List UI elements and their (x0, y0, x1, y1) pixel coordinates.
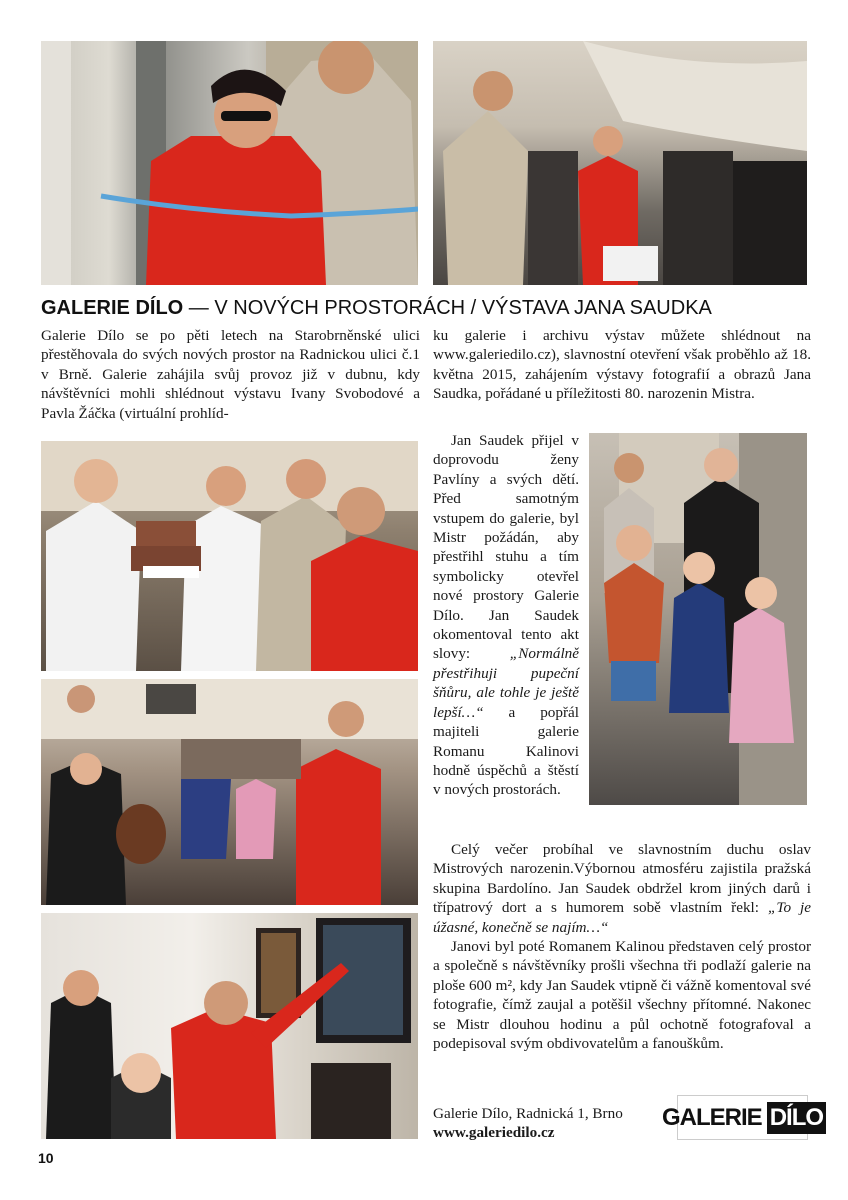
paragraph-intro: Galerie Dílo se po pěti letech na Starobrněnské ulici přestěhovala do svých nových prostor na Radnickou ulici č.1 v Brně. Galerie zahájila svůj provoz již v dubnu, kdy návštěvníci mohli shlédnout výstavu Ivany Svobodové a Pavla Žáčka (virtuální prohlíd- (41, 327, 420, 422)
photo-crowd (41, 679, 418, 905)
page-number: 10 (38, 1150, 54, 1166)
photo-birthday-cake (41, 441, 418, 671)
logo-word-galerie: GALERIE (662, 1103, 762, 1131)
paragraph-celebration-text: Celý večer probíhal ve slavnostním duchu oslav Mistrových narozenin.Výbornou atmosféru zajistila pražská skupina Bardolíno. Jan Saudek obdržel krom jiných darů i třípatrový dort a s humorem sobě vlastním řekl: (433, 841, 811, 917)
photo-gallery-interior-art (433, 41, 807, 285)
paragraph-ribbon-end: a popřál majiteli galerie Romanu Kalinovi hodně úspěchů a štěstí v nových prostorách. (433, 703, 579, 799)
headline-gallery-name: GALERIE DÍLO (41, 297, 184, 319)
photo-ribbon-cutting-art (41, 41, 418, 285)
photo-family-art (589, 433, 807, 805)
photo-crowd-art (41, 679, 418, 905)
photo-birthday-cake-art (41, 441, 418, 671)
website-link[interactable]: www.galeriedilo.cz (433, 1124, 555, 1142)
quote-ribbon: „Normálně přestřihuji pupeční šňůru, ale tohle je ještě lepší…“ (433, 645, 579, 721)
article-column-left (41, 326, 420, 423)
paragraph-intro-continued: ku galerie i archivu výstav můžete shlédnout na www.galeriedilo.cz), slavnostní otevření však proběhlo až 18. května 2015, zahájením výstavy fotografií a obrazů Jana Saudka, pořádané u příležitosti 80. narozenin Mistra. (433, 327, 811, 403)
paragraph-ribbon-text: Jan Saudek přijel v doprovodu ženy Pavlíny a svých dětí. Před samotným vstupem do galerie, byl Mistr požádán, aby přestřihl stuhu a tím symbolicky otevřel nové prostory Galerie Dílo. Jan Saudek okomentoval tento akt slovy: (433, 432, 579, 663)
paragraph-tour: Janovi byl poté Romanem Kalinou představen celý prostor a společně s návštěvníky prošli všechna tři podlaží galerie na ploše 600 m², kdy Jan Saudek vtipně či vážně komentoval své fotografie, čímž zaujal a potěšil všechny přítomné. Nakonec se Mistr dlouhou hodinu a půl ochotně fotografoval a podepisoval svým obdivovatelům a fanouškům. (433, 938, 811, 1053)
gallery-address (433, 1104, 673, 1143)
headline-subtitle: — V NOVÝCH PROSTORÁCH / VÝSTAVA JANA SAUDKA (183, 297, 712, 319)
address-line: Galerie Dílo, Radnická 1, Brno (433, 1105, 623, 1122)
gallery-logo (662, 1095, 824, 1140)
logo-word-dilo: DÍLO (767, 1102, 826, 1134)
article-headline (41, 296, 811, 320)
paragraph-celebration (433, 840, 811, 937)
paragraph-ribbon (433, 431, 579, 800)
photo-artist-pointing (41, 913, 418, 1139)
article-column-narrow (433, 431, 579, 800)
photo-gallery-interior (433, 41, 807, 285)
article-column-right-bottom (433, 840, 811, 1053)
quote-cake: „To je úžasné, konečně se najím…“ (433, 899, 811, 936)
photo-artist-pointing-art (41, 913, 418, 1139)
article-column-right-top (433, 326, 811, 404)
photo-ribbon-cutting (41, 41, 418, 285)
photo-family (589, 433, 807, 805)
